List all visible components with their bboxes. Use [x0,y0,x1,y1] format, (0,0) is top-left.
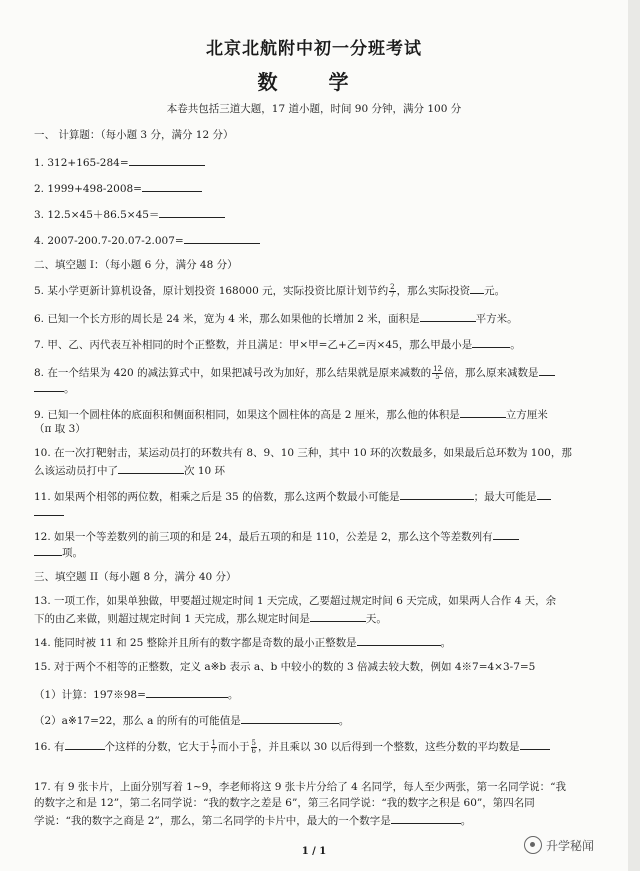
q11-blank-b [537,488,551,500]
q5-fraction [389,284,395,299]
q15-text-c: 。 [227,689,239,701]
q16-fraction-1-numerator: 1 [211,738,217,747]
q17-text-c: 学说：“我的数字之商是 2”，那么，第二名同学的卡片中，最大的一个数字是 [34,815,391,827]
q12-blank-b [34,544,62,556]
q5-fraction-denominator: 7 [390,290,395,299]
q8-text-c: 。 [64,383,75,395]
question-15: 15. 对于两个不相等的正整数，定义 a※b 表示 a、b 中较小的数的 3 倍减去较大数，例如 4※7=4×3-7=5 [34,661,536,673]
question-10: 10. 在一次打靶射击，某运动员打的环数共有 8、9、10 三种，其中 10 环的次数最多，如果最后总环数为 100，那 [34,447,572,459]
q8-fraction-denominator: 5 [435,372,440,381]
q9-text-b: 立方厘米 [505,409,548,421]
question-11-cont [34,504,604,520]
section-3-heading: 三、填空题 II（每小题 8 分，满分 40 分） [34,571,237,583]
q5-text-a: 5. 某小学更新计算机设备，原计划投资 168000 元，实际投资比原计划节约 [34,285,389,297]
q9-text-a: 9. 已知一个圆柱体的底面积和侧面积相同，如果这个圆柱体的高是 2 厘米，那么他的体积是 [34,409,460,421]
q13-text-b: 下的由乙来做，则超过规定时间 1 天完成，那么规定时间是 [34,613,310,625]
question-12 [34,528,604,544]
question-17-cont-2 [34,812,604,828]
question-13-cont [34,610,604,626]
q15-text-d: （2）a※17=22，那么 a 的所有的可能值是 [34,715,241,727]
q5-text-b: ，那么实际投资 [396,285,471,297]
question-12-cont [34,544,604,560]
q11-blank-a [400,488,474,500]
q16-fraction-2-numerator: 5 [251,738,256,747]
q1-text: 1. 312+165-284= [34,157,129,169]
q7-text-a: 7. 甲、乙、丙代表互补相同的时个正整数，并且满足：甲×甲=乙+乙=丙×45，那么甲最小是 [34,339,473,351]
question-15-part-1 [34,686,604,702]
q1-blank [129,154,205,166]
q10-text-b: 么该运动员打中了 [34,465,118,477]
watermark-text: 升学秘闻 [546,838,595,853]
q3-blank [159,206,225,218]
q11-text-b: ；最大可能是 [473,491,537,503]
q15-blank-1 [146,686,228,698]
question-15-part-2 [34,712,604,728]
q16-fraction-1-denominator: 7 [211,746,217,755]
question-14 [34,634,604,650]
q6-text-b: 平方米。 [475,313,518,325]
question-2 [34,180,604,196]
q16-blank-a [65,738,105,750]
q8-blank-b [34,380,64,392]
q14-text-a: 14. 能同时被 11 和 25 整除并且所有的数字都是奇数的最小正整数是 [34,637,357,649]
exam-intro: 本卷共包括三道大题，17 道小题，时间 90 分钟，满分 100 分 [166,103,462,115]
q5-text-c: 元。 [484,285,506,297]
q14-text-b: 。 [440,637,452,649]
question-8 [34,364,604,381]
question-7 [34,336,604,352]
scrollbar-track[interactable] [628,0,640,871]
q12-text-b: 项。 [62,547,83,559]
question-4 [34,232,604,248]
q16-text-a: 16. 有 [34,741,65,753]
q16-text-c: 而小于 [218,741,250,753]
q16-blank-b [520,738,550,750]
q14-blank [357,634,441,646]
q9-blank [460,406,506,418]
question-16 [34,738,604,755]
question-11 [34,488,604,504]
q8-blank-a [539,364,555,376]
q16-text-b: 个这样的分数，它大于 [104,741,210,753]
question-9-cont: （π 取 3） [34,423,86,435]
q17-blank [391,812,461,824]
q2-text: 2. 1999+498-2008= [34,183,142,195]
q13-text-c: 天。 [365,613,387,625]
q5-fraction-numerator: 2 [390,282,395,291]
wechat-logo-icon [524,836,542,854]
q17-text-d: 。 [460,815,472,827]
q16-fraction-2-denominator: 6 [251,746,256,755]
q2-blank [142,180,202,192]
q10-text-c: 次 10 环 [184,465,226,477]
q7-blank [472,336,510,348]
q6-text-a: 6. 已知一个长方形的周长是 24 米，宽为 4 米，那么如果他的长增加 2 米，面积是 [34,313,420,325]
q5-blank [470,282,484,294]
q15-text-b: （1）计算：197※98= [34,689,146,701]
q8-fraction-numerator: 12 [433,364,442,373]
q16-fraction-2 [251,740,257,755]
exam-subject: 数 学 [257,70,371,94]
exam-title: 北京北航附中初一分班考试 [206,39,422,59]
question-6 [34,310,604,326]
q8-text-b: 倍，那么原来减数是 [444,367,539,379]
q16-fraction-1 [211,740,217,755]
q4-text: 4. 2007-200.7-20.07-2.007= [34,235,184,247]
q12-text-a: 12. 如果一个等差数列的前三项的和是 24，最后五项的和是 110，公差是 2，那么这个等差数列有 [34,531,493,543]
q7-text-b: 。 [510,339,521,351]
q12-blank-a [493,528,519,540]
question-5 [34,282,604,299]
question-1 [34,154,604,170]
question-8-cont [34,380,604,396]
q8-text-a: 8. 在一个结果为 420 的减法算式中，如果把减号改为加好，那么结果就是原来减数的 [34,367,432,379]
q11-text-a: 11. 如果两个相邻的两位数，相乘之后是 35 的倍数，那么这两个数最小可能是 [34,491,400,503]
q8-fraction [432,366,443,381]
question-3 [34,206,604,222]
q10-blank [118,462,184,474]
question-17: 17. 有 9 张卡片，上面分别写着 1~9，李老师将这 9 张卡片分给了 4 名同学，每人至少两张，第一名同学说：“我 [34,781,566,793]
page-number: 1 / 1 [301,846,327,857]
question-9 [34,406,604,422]
question-17-cont-1: 的数字之和是 12”，第二名同学说：“我的数字之差是 6”，第三名同学说：“我的数字之积是 60”，第四名同 [34,797,535,809]
q16-text-d: ，并且乘以 30 以后得到一个整数，这些分数的平均数是 [257,741,520,753]
q6-blank [420,310,476,322]
q15-blank-2 [241,712,339,724]
watermark [524,836,594,854]
q15-text-e: 。 [338,715,350,727]
question-13: 13. 一项工作，如果单独做，甲要超过规定时间 1 天完成，乙要超过规定时间 6 天完成，如果两人合作 4 天，余 [34,595,557,607]
q13-blank [310,610,366,622]
q3-text: 3. 12.5×45＋86.5×45＝ [34,209,160,221]
section-1-heading: 一、 计算题：（每小题 3 分，满分 12 分） [34,129,234,141]
q4-blank [184,232,260,244]
q11-blank-c [34,504,64,516]
section-2-heading: 二、填空题 I：（每小题 6 分，满分 48 分） [34,259,238,271]
question-10-cont [34,462,604,478]
